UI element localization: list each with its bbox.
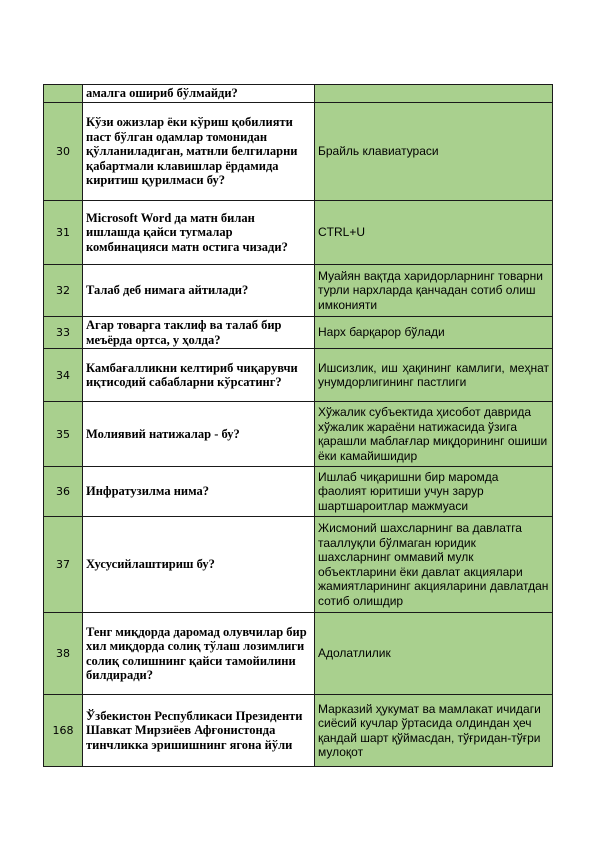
row-number: 36 [44, 467, 83, 517]
table-row [44, 517, 553, 613]
answer-cell: Муайян вақтда харидорларнинг товарни турли нархларда қанчадан сотиб олиш имконияти [315, 265, 553, 317]
table-row [44, 349, 553, 402]
table-row [44, 467, 553, 517]
answer-cell: CTRL+U [315, 201, 553, 265]
table-row [44, 402, 553, 467]
answer-cell: Жисмоний шахсларнинг ва давлатга тааллуқли бўлмаган юридик шахсларнинг оммавий мулк объектларини ёки давлат акциялари жамиятларининг акцияларини давлатдан сотиб олишдир [315, 517, 553, 613]
question-cell: Microsoft Word да матн билан ишлашда қайси тугмалар комбинацияси матн остига чизади? [83, 201, 315, 265]
answer-cell: Ишсизлик, иш ҳақининг камлиги, меҳнат унумдорлигининг пастлиги [315, 349, 553, 402]
answer-cell: Марказий ҳукумат ва мамлакат ичидаги сиёсий кучлар ўртасида олдиндан ҳеч қандай шарт қўймасдан, тўғридан-тўғри мулоқот [315, 695, 553, 767]
answer-cell: Адолатлилик [315, 613, 553, 695]
row-number: 35 [44, 402, 83, 467]
row-number [44, 85, 83, 103]
table-row [44, 201, 553, 265]
table-row [44, 695, 553, 767]
row-number: 37 [44, 517, 83, 613]
question-cell: Камбағалликни келтириб чиқарувчи иқтисодий сабабларни кўрсатинг? [83, 349, 315, 402]
question-cell: Талаб деб нимага айтилади? [83, 265, 315, 317]
question-cell: амалга ошириб бўлмайди? [83, 85, 315, 103]
row-number: 33 [44, 317, 83, 349]
answer-cell [315, 85, 553, 103]
answer-cell: Ишлаб чиқаришни бир маромда фаолият юритиши учун зарур шартшароитлар мажмуаси [315, 467, 553, 517]
row-number: 34 [44, 349, 83, 402]
question-cell: Инфратузилма нима? [83, 467, 315, 517]
question-cell: Ўзбекистон Республикаси Президенти Шавкат Мирзиёев Афғонистонда тинчликка эришишнинг ягона йўли [83, 695, 315, 767]
row-number: 30 [44, 103, 83, 201]
qa-table [43, 84, 553, 767]
question-cell: Тенг миқдорда даромад олувчилар бир хил миқдорда солиқ тўлаш лозимлиги солиқ солишнинг қайси тамойилини билдиради? [83, 613, 315, 695]
table-row [44, 265, 553, 317]
row-number: 32 [44, 265, 83, 317]
question-cell: Хусусийлаштириш бу? [83, 517, 315, 613]
table-row [44, 103, 553, 201]
answer-cell: Брайль клавиатураси [315, 103, 553, 201]
answer-cell: Хўжалик субъектида ҳисобот даврида хўжалик жараёни натижасида ўзига қарашли маблағлар миқдорининг ошиши ёки камайишидир [315, 402, 553, 467]
question-cell: Агар товарга таклиф ва талаб бир меъёрда ортса, у ҳолда? [83, 317, 315, 349]
table-row [44, 85, 553, 103]
row-number: 168 [44, 695, 83, 767]
row-number: 38 [44, 613, 83, 695]
row-number: 31 [44, 201, 83, 265]
question-cell: Кўзи ожизлар ёки кўриш қобилияти паст бўлган одамлар томонидан қўлланиладиган, матнли белгиларни қабартмали клавишлар ёрдамида киритиш қурилмаси бу? [83, 103, 315, 201]
answer-cell: Нарх барқарор бўлади [315, 317, 553, 349]
question-cell: Молиявий натижалар - бу? [83, 402, 315, 467]
table-row [44, 317, 553, 349]
table-row [44, 613, 553, 695]
